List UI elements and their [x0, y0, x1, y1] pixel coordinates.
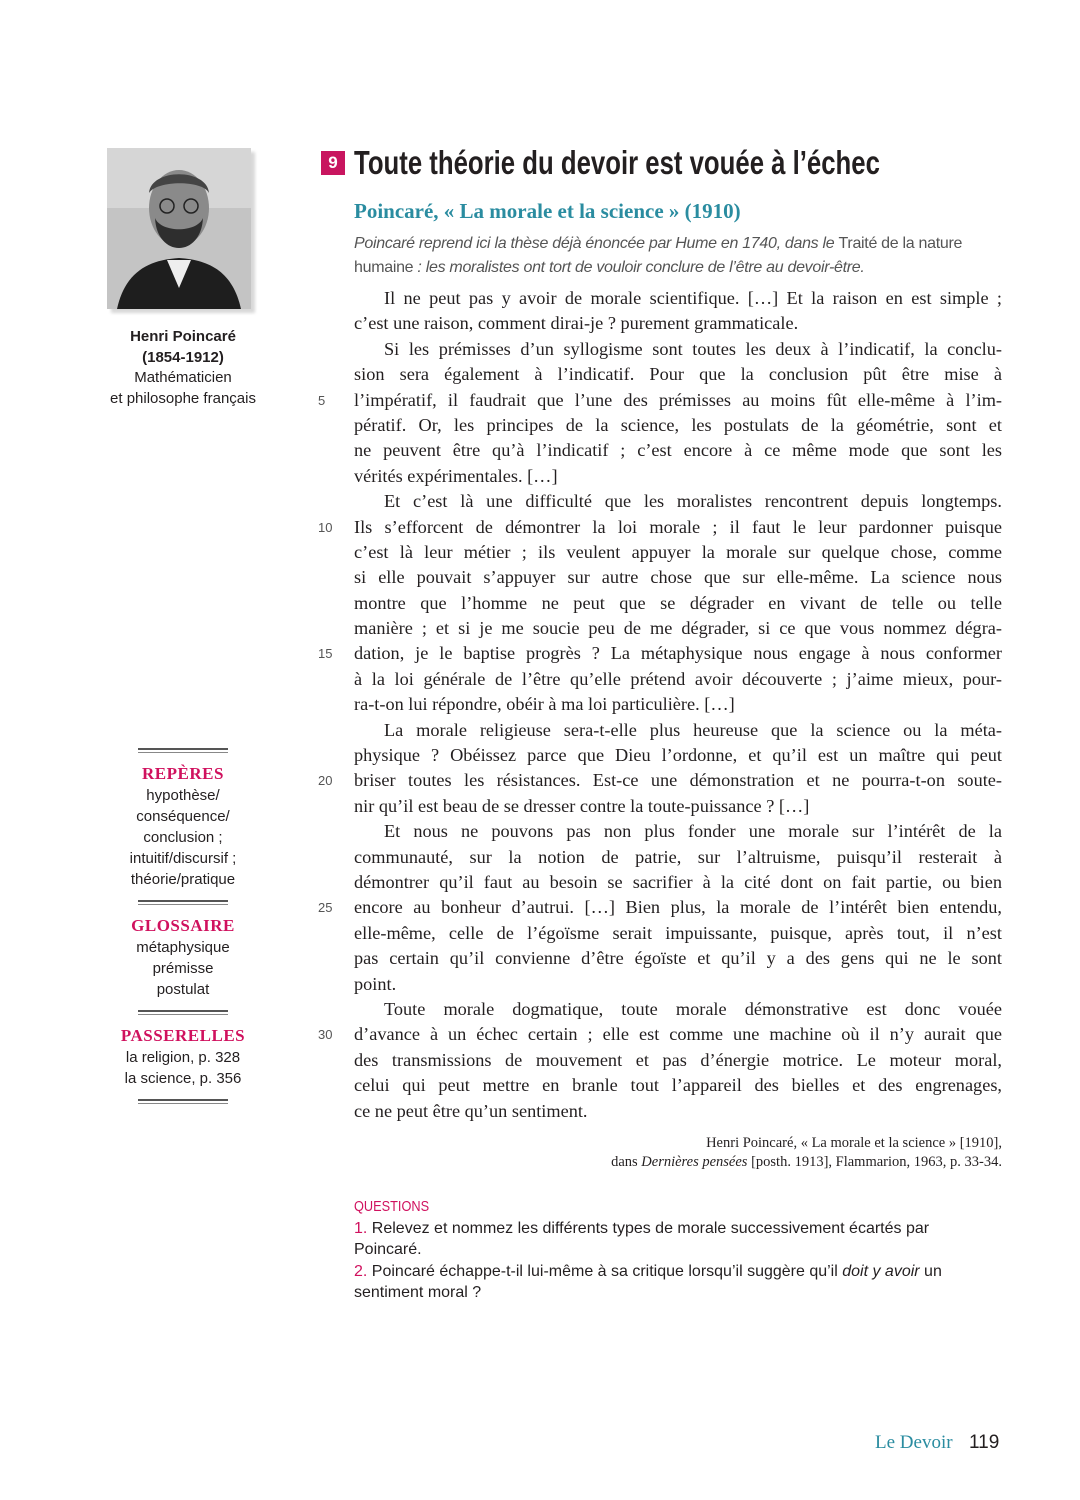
question-emphasis: doit y avoir: [842, 1262, 920, 1280]
line-text: si elle pouvait s’appuyer sur autre chose que sur elle-même. La science nous: [354, 567, 1002, 588]
line-text: Et c’est là une difficulté que les moralistes rencontrent depuis longtemps.: [384, 491, 1002, 512]
text-line: [354, 972, 1002, 997]
text-subtitle: Poincaré, « La morale et la science » (1910): [354, 199, 741, 223]
line-text: vérités expérimentales. […]: [354, 465, 558, 486]
divider: [138, 1099, 228, 1104]
line-text: à la loi générale de l’être qu’elle prétend avoir découverte ; j’aime mieux, pour-: [354, 668, 1002, 689]
portrait-caption: [100, 327, 266, 409]
source-line: Henri Poincaré, « La morale et la science » [1910],: [706, 1135, 1002, 1151]
source-book-title: Dernières pensées: [641, 1154, 748, 1170]
text-line: [354, 921, 1002, 946]
line-text: sion sera également à l’indicatif. Pour que la conclusion pût être mise à: [354, 364, 1002, 385]
text-line: [354, 718, 1002, 743]
line-text: ce ne peut être qu’un sentiment.: [354, 1100, 588, 1121]
text-line: [354, 1073, 1002, 1098]
glossaire-item[interactable]: prémisse: [152, 960, 214, 977]
line-text: l’impératif, il faudrait que l’une des prémisses au moins fût elle-même à l’im-: [354, 389, 1002, 410]
caption-role: Mathématicien: [134, 369, 232, 386]
source-part: dans: [611, 1154, 642, 1170]
caption-name: Henri Poincaré: [130, 328, 236, 345]
line-number: 30: [318, 1027, 333, 1043]
caption-dates: (1854-1912): [142, 348, 224, 366]
line-text: montre que l’homme ne peut que se dégrader en vivant de telle ou telle: [354, 592, 1002, 613]
text-line: [354, 946, 1002, 971]
reperes-list: [100, 785, 266, 890]
portrait-image-icon: [107, 148, 251, 309]
text-line: [318, 768, 1002, 793]
text-line: [318, 388, 1002, 413]
text-line: [354, 591, 1002, 616]
passerelles-heading: PASSERELLES: [120, 1026, 246, 1045]
question-1: [354, 1218, 974, 1261]
question-number: 1.: [354, 1219, 368, 1237]
line-text: Si les prémisses d’un syllogisme sont toutes les deux à l’indicatif, la conclu-: [384, 338, 1002, 359]
intro-work-title: Traité de la nature humaine: [354, 235, 963, 276]
line-text: La morale religieuse sera-t-elle plus heureuse que la science ou la méta-: [384, 719, 1002, 740]
line-text: manière ; et si je me soucie peu de me dégrader, si ce que vous nommez dégra-: [354, 618, 1002, 639]
reperes-item: hypothèse/: [146, 787, 220, 804]
intro-text: [354, 232, 1004, 280]
line-number: 10: [318, 519, 333, 535]
text-line: [354, 337, 1002, 362]
divider: [138, 900, 228, 905]
question-text: Poincaré échappe-t-il lui-même à sa critique lorsqu’il suggère qu’il: [367, 1262, 843, 1280]
text-line: [354, 413, 1002, 438]
reperes-item: théorie/pratique: [130, 871, 236, 888]
line-text: physique ? Obéissez parce que Dieu l’ordonne, et qu’il est un maître qui peut: [354, 745, 1002, 766]
reperes-item: conclusion ;: [143, 829, 223, 846]
text-line: [354, 565, 1002, 590]
line-text: briser toutes les résistances. Est-ce une démonstration et ne pourra-t-on soute-: [354, 770, 1002, 791]
text-line: [318, 1022, 1002, 1047]
text-number-badge: 9: [321, 151, 345, 175]
page-number: 119: [969, 1432, 1000, 1453]
questions-heading: QUESTIONS: [354, 1198, 430, 1215]
text-line: [318, 515, 1002, 540]
reperes-item: conséquence/: [136, 808, 230, 825]
text-line: [354, 286, 1002, 311]
line-text: ne peuvent être qu’à l’indicatif ; c’est encore à ce même mode que sont les: [354, 440, 1002, 461]
glossaire-heading: GLOSSAIRE: [131, 916, 235, 935]
text-line: [354, 1099, 1002, 1124]
text-line: [354, 997, 1002, 1022]
glossaire-item[interactable]: postulat: [156, 981, 210, 998]
text-line: [354, 794, 1002, 819]
line-text: Et nous ne pouvons pas non plus fonder une morale sur l’intérêt de la: [384, 821, 1002, 842]
line-number: 20: [318, 773, 333, 789]
text-line: [354, 870, 1002, 895]
line-number: 15: [318, 646, 333, 662]
line-text: communauté, sur la notion de patrie, sur l’altruisme, puisqu’il resterait à: [354, 846, 1002, 867]
passerelles-list: [100, 1047, 266, 1089]
line-text: encore au bonheur d’autrui. […] Bien plus, la morale de l’intérêt bien entendu,: [354, 897, 1002, 918]
line-text: ra-t-on lui répondre, obéir à ma loi particulière. […]: [354, 694, 735, 715]
intro-part: Poincaré reprend ici la thèse déjà énoncée par Hume en 1740, dans le: [354, 235, 839, 252]
text-line: [354, 489, 1002, 514]
passerelles-item[interactable]: la religion, p. 328: [125, 1049, 241, 1066]
question-2: [354, 1261, 974, 1304]
line-text: Il ne peut pas y avoir de morale scientifique. […] Et la raison en est simple ;: [384, 288, 1002, 308]
text-line: [354, 311, 1002, 336]
source-part: [posth. 1913], Flammarion, 1963, p. 33-34.: [747, 1154, 1002, 1170]
line-text: nir qu’il est beau de se dresser contre la toute-puissance ? […]: [354, 795, 810, 816]
line-text: point.: [354, 973, 397, 994]
passerelles-item[interactable]: la science, p. 356: [124, 1070, 242, 1087]
line-text: démontrer qu’il faut au besoin se sacrifier à la cité dont on fait partie, ou bien: [354, 871, 1002, 892]
text-line: [354, 616, 1002, 641]
divider: [138, 748, 228, 753]
main-text: [318, 286, 1002, 1124]
caption-role: et philosophe français: [110, 389, 256, 407]
line-number: 25: [318, 900, 333, 916]
line-text: c’est une raison, comment dirai-je ? purement grammaticale.: [354, 313, 799, 334]
line-number: 5: [318, 392, 326, 408]
text-line: [318, 895, 1002, 920]
text-line: [354, 438, 1002, 463]
source-citation: [611, 1134, 1002, 1172]
section-name: Le Devoir: [875, 1432, 953, 1453]
reperes-item: intuitif/discursif ;: [129, 850, 237, 867]
questions-section: [354, 1196, 974, 1304]
portrait-photo: [107, 148, 251, 309]
reperes-heading: REPÈRES: [142, 764, 224, 783]
text-line: [354, 692, 1002, 717]
sidebar: [100, 748, 266, 1104]
line-text: Ils s’efforcent de démontrer la loi morale ; il faut le leur pardonner puisque: [354, 516, 1002, 537]
line-text: d’avance à un échec certain ; elle est comme une machine où il n’y aurait que: [354, 1024, 1002, 1045]
text-line: [354, 540, 1002, 565]
page-title: Toute théorie du devoir est vouée à l’échec: [354, 144, 880, 181]
question-number: 2.: [354, 1262, 368, 1280]
line-text: c’est là leur métier ; ils veulent appuyer la morale sur quelque chose, comme: [354, 541, 1002, 562]
line-text: elle-même, celle de l’égoïsme serait impuissante, puisque, après tout, il n’est: [354, 922, 1002, 943]
line-text: Toute morale dogmatique, toute morale démonstrative est donc vouée: [384, 998, 1002, 1019]
question-text: Relevez et nommez les différents types de morale successivement écartés par Poincaré.: [354, 1219, 930, 1258]
line-text: celui qui peut mettre en branle tout l’appareil des bielles et des engrenages,: [354, 1075, 1002, 1096]
text-line: [354, 819, 1002, 844]
source-line: [611, 1153, 1002, 1172]
text-line: [354, 667, 1002, 692]
intro-part: : les moralistes ont tort de vouloir conclure de l’être au devoir-être.: [413, 259, 865, 276]
divider: [138, 1010, 228, 1015]
question-text: un sentiment moral ?: [354, 1262, 942, 1301]
line-text: pas certain qu’il convienne d’être égoïste et qu’il y a des gens qui ne le sont: [354, 948, 1002, 969]
line-text: des transmissions de mouvement et pas d’énergie motrice. Le moteur moral,: [354, 1049, 1002, 1070]
glossaire-item[interactable]: métaphysique: [136, 939, 230, 956]
text-line: [354, 464, 1002, 489]
text-line: [354, 845, 1002, 870]
text-line: [354, 743, 1002, 768]
text-line: [354, 362, 1002, 387]
line-text: pératif. Or, les principes de la science, les postulats de la géométrie, sont et: [354, 414, 1002, 435]
page-footer: [875, 1432, 1000, 1454]
text-line: [318, 641, 1002, 666]
text-line: [354, 1048, 1002, 1073]
line-text: dation, je le baptise progrès ? La métaphysique nous engage à nous conformer: [354, 643, 1002, 664]
glossaire-list: [100, 937, 266, 1000]
